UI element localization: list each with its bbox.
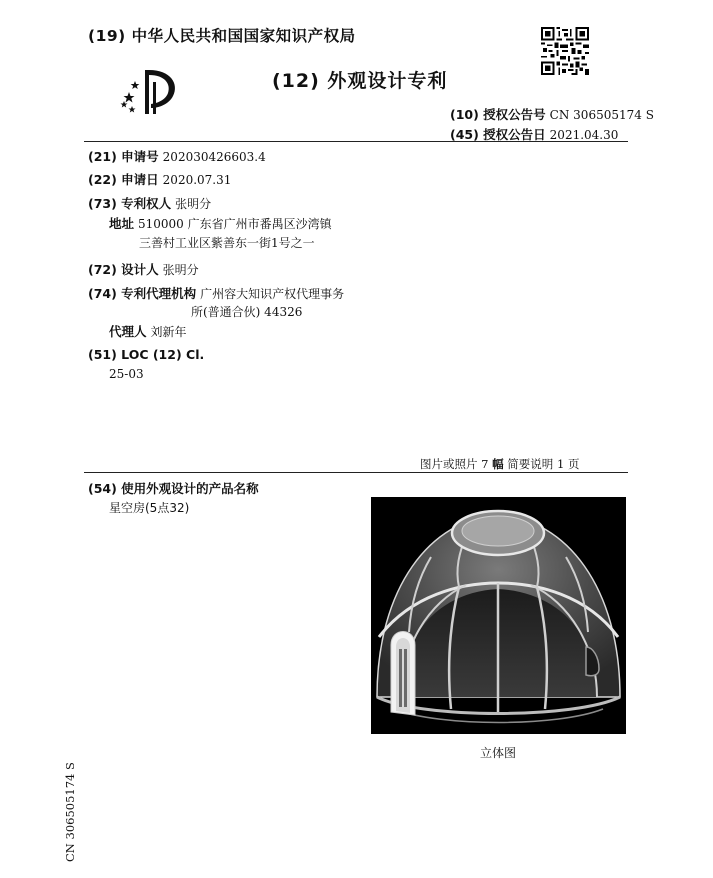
patentee-value: 张明分 <box>175 197 212 211</box>
address-line-2: 三善村工业区紫善东一街1号之一 <box>139 236 315 250</box>
loc-class-label: (51) LOC (12) Cl. <box>88 347 205 362</box>
header-divider <box>84 141 628 142</box>
publication-date-label: (45) 授权公告日 <box>450 127 546 142</box>
designer-label: (72) 设计人 <box>88 262 159 277</box>
patent-agent <box>109 322 187 340</box>
product-image <box>371 497 626 734</box>
publication-number <box>450 105 654 123</box>
side-patent-code: CN 306505174 S <box>63 762 77 862</box>
address <box>109 214 332 232</box>
patent-agency-label: (74) 专利代理机构 <box>88 286 197 301</box>
address-line-1: 510000 广东省广州市番禺区沙湾镇 <box>138 217 332 231</box>
figure-count-text-a: 图片或照片 <box>420 457 478 471</box>
product-name-label-text: (54) 使用外观设计的产品名称 <box>88 481 259 496</box>
publication-number-label: (10) 授权公告号 <box>450 107 546 122</box>
figure-count-text-b: 简要说明 <box>507 457 554 471</box>
application-number-label: (21) 申请号 <box>88 149 159 164</box>
figure-count <box>420 456 579 472</box>
patentee <box>88 194 211 212</box>
image-caption: 立体图 <box>480 746 517 760</box>
qr-code-icon <box>541 27 589 75</box>
figure-count-unit-a: 幅 <box>492 457 504 471</box>
office-name: (19) 中华人民共和国国家知识产权局 <box>88 27 356 45</box>
designer-value: 张明分 <box>162 263 199 277</box>
application-date-value: 2020.07.31 <box>162 173 232 187</box>
application-date-label: (22) 申请日 <box>88 172 159 187</box>
loc-class <box>88 347 204 362</box>
section-divider <box>84 472 628 473</box>
designer <box>88 260 199 278</box>
patent-agent-label: 代理人 <box>109 324 147 339</box>
figure-count-unit-b: 页 <box>567 457 580 471</box>
application-date <box>88 170 231 188</box>
product-name-value: 星空房(5点32) <box>109 501 190 515</box>
patent-agency <box>88 284 344 302</box>
application-number <box>88 147 266 165</box>
publication-date-value: 2021.04.30 <box>549 128 619 142</box>
publication-number-value: CN 306505174 S <box>549 108 654 122</box>
patent-agency-line-2: 所(普通合伙) 44326 <box>191 305 303 319</box>
application-number-value: 202030426603.4 <box>162 150 266 164</box>
dome-illustration <box>371 497 626 734</box>
figure-count-num-a: 7 <box>481 457 489 471</box>
figure-count-num-b: 1 <box>556 457 565 471</box>
patent-agency-line-1: 广州容大知识产权代理事务 <box>200 287 345 301</box>
loc-class-value: 25-03 <box>109 367 144 381</box>
product-name-label <box>88 479 259 497</box>
patent-type-title: (12) 外观设计专利 <box>272 70 448 92</box>
patentee-label: (73) 专利权人 <box>88 196 172 211</box>
patent-agent-value: 刘新年 <box>150 325 187 339</box>
address-label: 地址 <box>109 216 135 231</box>
cnipa-logo-icon <box>115 62 187 118</box>
